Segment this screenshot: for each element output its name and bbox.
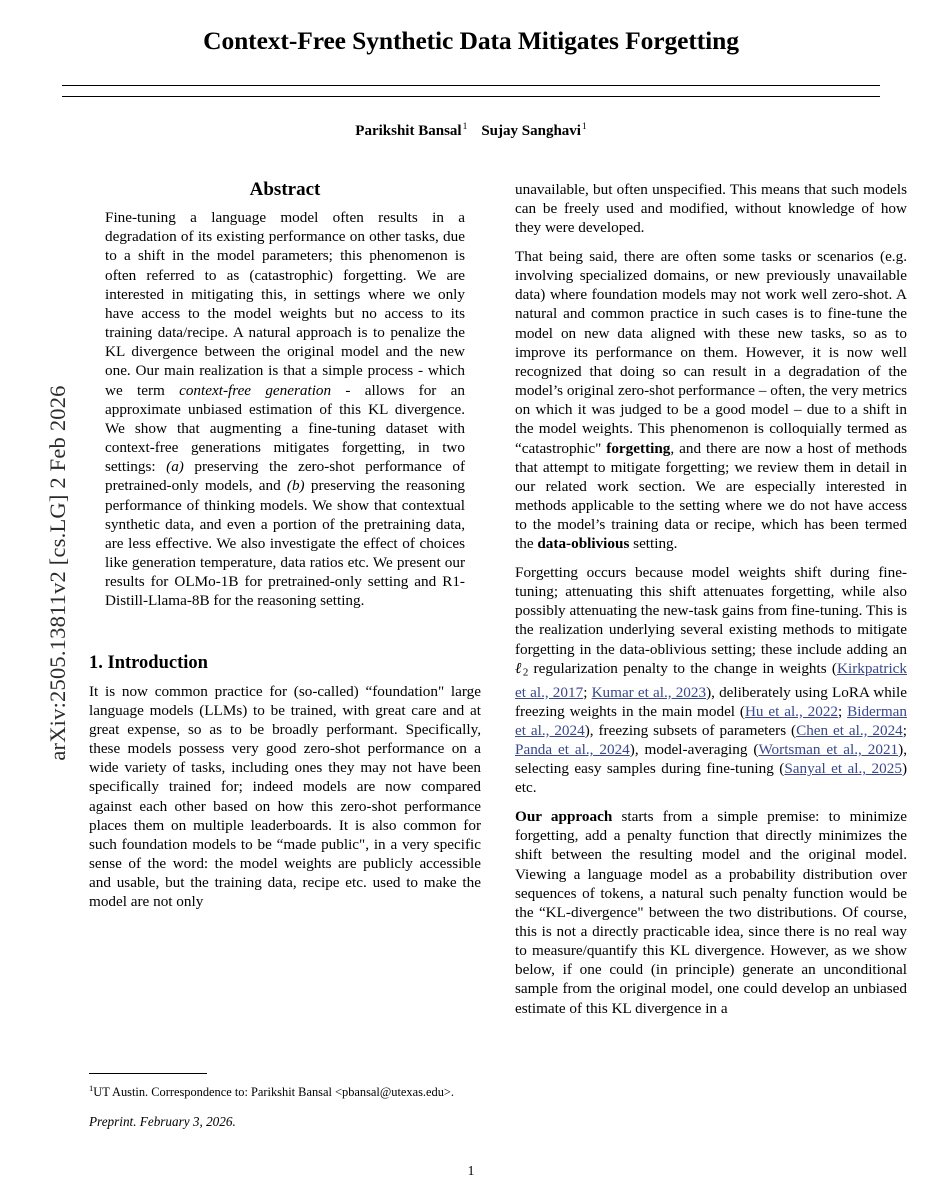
abstract-text-b: - allows for an approximate unbiased estimation of this KL divergence. We show that augmenting a fine-tuning dataset with context-free generations mitigates forgetting, in two settings:	[105, 381, 465, 476]
abstract-emphasis-a: (a)	[166, 458, 184, 476]
author-affiliation-marker-2: 1	[581, 122, 587, 132]
left-column	[89, 180, 481, 921]
author-affiliation-marker-1: 1	[462, 122, 468, 132]
cite-sep-1: ;	[583, 683, 592, 701]
right-p3-text-e: ), model-averaging (	[629, 741, 759, 759]
abstract-text-c: preserving the zero-shot performance of pretrained-only models, and	[105, 458, 465, 495]
right-p3-text-b: regularization penalty to the change in weights (	[528, 659, 837, 677]
abstract-body	[105, 208, 465, 610]
math-ell-glyph: ℓ	[515, 659, 523, 677]
citation-panda-2024[interactable]: Panda et al., 2024	[515, 741, 630, 759]
abstract-text-a: Fine-tuning a language model often results in a degradation of its existing performance on other tasks, due to a shift in the model parameters; this phenomenon is often referred to as (catastrophic) forgetting. We are interested in mitigating this, in settings where we only have access to the model weights but no access to its training data/recipe. A natural approach is to penalize the KL divergence between the original model and the new one. Our main realization is that a simple process - which we term	[105, 209, 465, 399]
right-p3-text-d: ), freezing subsets of parameters (	[584, 721, 797, 739]
section-heading-introduction: 1. Introduction	[89, 653, 208, 674]
citation-hu-2022[interactable]: Hu et al., 2022	[744, 702, 839, 720]
right-p2-text-b: , and there are now a host of methods that attempt to mitigate forgetting; we review them in detail in our related work section. We are especially interested in methods applicable to the setting where we do not have access to the model’s training data or recipe, which has been termed the	[515, 439, 908, 553]
introduction-paragraph-1: It is now common practice for (so-called) “foundation" large language models (LLMs) to be trained, with great care and at great expense, so as to be broadly performant. Specifically, these models possess very good zero-shot performance on a wide variety of tasks, including ones they may not have been specifically trained for; indeed models are now compared against each other based on how this zero-shot performance places them on multiple leaderboards. It is also common for such foundation models to be “made public", in a very specific sense of the word: the model weights are publicly accessible and usable, but the training data, recipe etc. used to make the model are not only	[89, 682, 481, 911]
title-rule-top	[62, 85, 880, 86]
right-p2-text-c: setting.	[629, 535, 678, 553]
right-paragraph-1: unavailable, but often unspecified. This means that such models can be freely used and modified, without knowledge of how they were developed.	[515, 181, 907, 237]
right-paragraph-4	[515, 807, 907, 1018]
citation-biderman-2024[interactable]: Biderman et al., 2024	[515, 702, 907, 739]
abstract-paragraph	[105, 208, 465, 610]
abstract-emphasis-b: (b)	[286, 477, 305, 495]
right-column	[515, 180, 907, 1027]
author-list	[62, 122, 880, 140]
page-title: Context-Free Synthetic Data Mitigates Forgetting	[203, 26, 739, 55]
math-ell-subscript: 2	[522, 666, 529, 679]
abstract-emphasis-context-free-generation: context-free generation	[179, 381, 332, 399]
citation-chen-2024[interactable]: Chen et al., 2024	[796, 721, 903, 739]
bold-term-our-approach: Our approach	[515, 808, 613, 826]
citation-wortsman-2021[interactable]: Wortsman et al., 2021	[758, 741, 899, 759]
right-p3-text-f: ), selecting easy samples during fine-tuning (	[515, 741, 907, 778]
footnote-text: UT Austin. Correspondence to: Parikshit Bansal <pbansal@utexas.edu>.	[93, 1085, 454, 1100]
abstract-intro-spacer	[89, 610, 481, 654]
citation-sanyal-2025[interactable]: Sanyal et al., 2025	[784, 760, 902, 778]
cite-sep-3: ;	[902, 721, 907, 739]
right-p4-text: starts from a simple premise: to minimize forgetting, add a penalty function that directly minimizes the shift between the resulting model and the original model. Viewing a language model as a probability distribution over sequences of tokens, a natural such penalty function would be the “KL-divergence" between the two distributions. Of course, this is not a directly practicable idea, since there is no real way to measure/quantify this KL divergence. However, as we show below, if one could (in principle) generate an unconditional sample from the original model, one could develop an unbiased estimate of this KL divergence in a	[515, 808, 907, 1017]
footnote-area	[89, 1073, 481, 1130]
author-name-2: Sujay Sanghavi	[481, 123, 581, 139]
page-number: 1	[467, 1163, 475, 1178]
abstract-text-d: preserving the reasoning performance of thinking models. We show that contextual synthetic data, and even a portion of the pretraining data, are less effective. We also investigate the effect of choices like generation temperature, data ratios etc. We present our results for OLMo-1B for pretrained-only setting and R1-Distill-Llama-8B for the reasoning setting.	[105, 477, 466, 610]
right-paragraph-3	[515, 563, 907, 798]
footnote-affiliation	[89, 1081, 481, 1100]
title-rule-bottom	[62, 96, 880, 97]
citation-kirkpatrick-2017[interactable]: Kirkpatrick et al., 2017	[515, 659, 908, 701]
right-paragraph-2	[515, 247, 907, 554]
footnote-marker: 1	[89, 1083, 94, 1093]
footnote-divider	[89, 1073, 207, 1074]
right-p3-text-g: ) etc.	[515, 760, 907, 797]
citation-kumar-2023[interactable]: Kumar et al., 2023	[591, 683, 707, 701]
preprint-notice: Preprint. February 3, 2026.	[89, 1114, 236, 1130]
bold-term-data-oblivious: data-oblivious	[537, 535, 630, 553]
right-p2-text-a: That being said, there are often some tasks or scenarios (e.g. involving specialized domains, or new previously unavailable data) where foundation models may not work well zero-shot. A natural and common practice in such cases is to fine-tune the model on new data aligned with these new tasks, so as to improve its performance on them. However, it is now well recognized that doing so can result in a degradation of the model’s original zero-shot performance – often, the very metrics on which it was judged to be a good model – due to a shift in the model weights. This phenomenon is colloquially termed as “catastrophic"	[515, 247, 907, 457]
math-symbol-ell2	[515, 660, 528, 677]
abstract-heading: Abstract	[249, 179, 321, 200]
arxiv-identifier-stamp: arXiv:2505.13811v2 [cs.LG] 2 Feb 2026	[45, 385, 70, 761]
cite-sep-2: ;	[838, 702, 848, 720]
right-p3-text-a: Forgetting occurs because model weights shift during fine-tuning; attenuating this shift attenuates forgetting, while also possibly attenuating the new-task gains from fine-tuning. This is the realization underlying several existing methods to mitigate forgetting in the data-oblivious setting; these include adding an	[515, 563, 907, 658]
author-name-1: Parikshit Bansal	[355, 123, 462, 139]
right-p3-text-c: ), deliberately using LoRA while freezing weights in the main model (	[515, 683, 907, 720]
bold-term-forgetting: forgetting	[606, 439, 671, 457]
